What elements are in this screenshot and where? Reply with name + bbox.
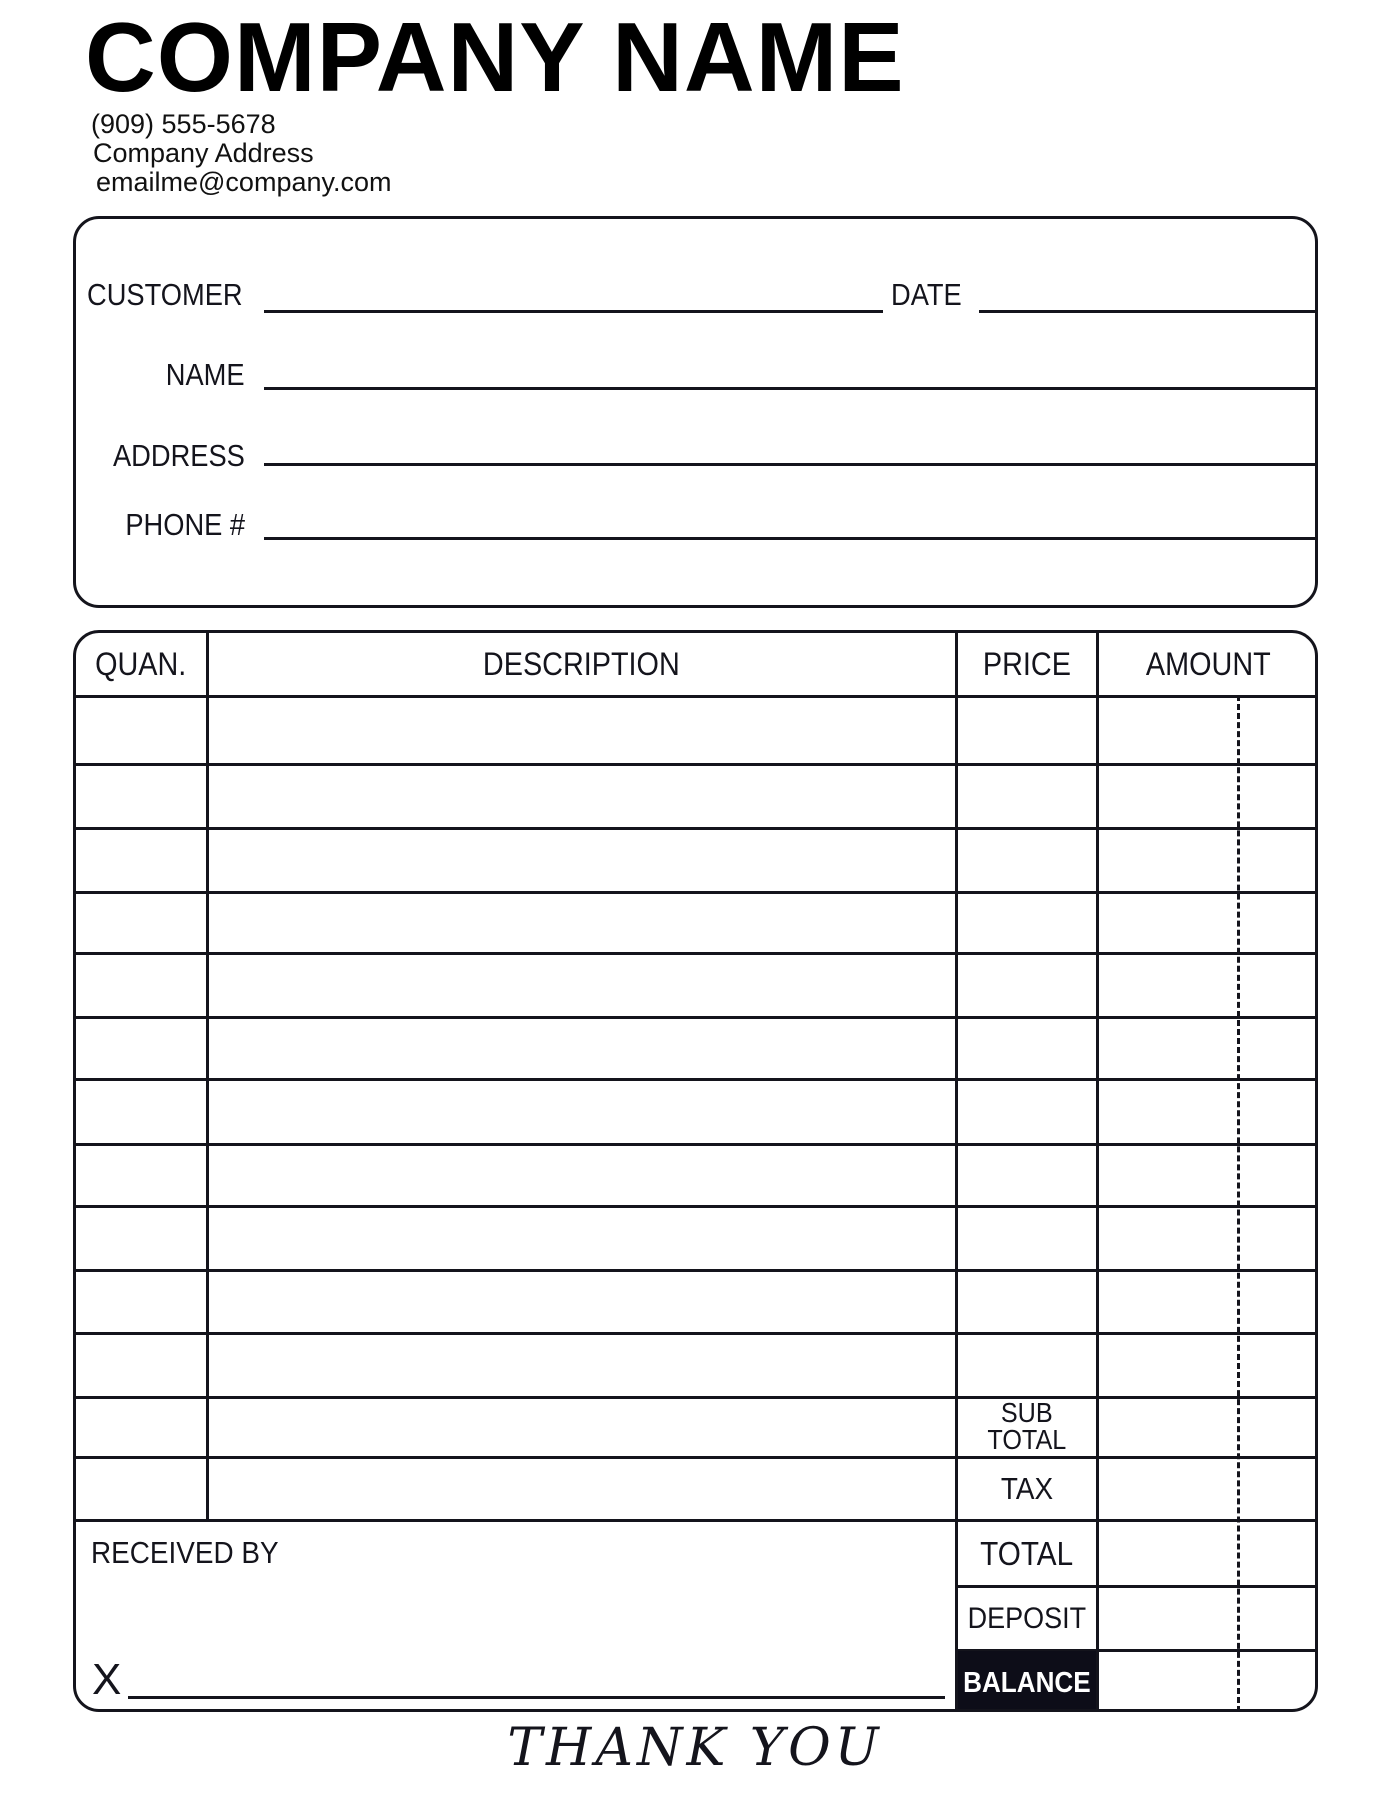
company-address: Company Address — [93, 138, 314, 168]
balance-label: BALANCE — [958, 1651, 1096, 1712]
signature-x-mark: X — [92, 1655, 122, 1704]
thank-you-text: THANK YOU — [507, 1718, 883, 1778]
row-divider — [76, 1332, 1318, 1335]
row-divider — [76, 1519, 1318, 1522]
company-phone: (909) 555-5678 — [91, 109, 276, 139]
signature-line[interactable] — [128, 1696, 945, 1699]
customer-info-panel — [73, 216, 1318, 608]
received-by-label: RECEIVED BY — [91, 1535, 279, 1570]
deposit-label: DEPOSIT — [967, 1601, 1087, 1635]
name-line[interactable] — [264, 387, 1318, 390]
tax-label: TAX — [1000, 1470, 1054, 1506]
row-divider — [76, 1078, 1318, 1081]
row-divider — [76, 1269, 1318, 1272]
address-label: ADDRESS — [113, 438, 245, 473]
date-label: DATE — [891, 277, 962, 312]
row-divider — [76, 827, 1318, 830]
row-divider — [76, 1396, 1318, 1399]
subtotal-label: SUB TOTAL — [987, 1397, 1067, 1455]
row-divider — [76, 1205, 1318, 1208]
header-quantity: QUAN. — [95, 645, 187, 682]
row-divider — [76, 1143, 1318, 1146]
company-email: emailme@company.com — [96, 167, 392, 197]
row-divider — [76, 1456, 1318, 1459]
items-table — [73, 630, 1318, 1712]
column-divider-price — [1096, 633, 1099, 1712]
address-line[interactable] — [264, 463, 1318, 466]
customer-label: CUSTOMER — [87, 277, 243, 312]
header-price: PRICE — [982, 645, 1072, 682]
header-description: DESCRIPTION — [483, 645, 680, 682]
header-amount: AMOUNT — [1145, 645, 1271, 682]
company-name: COMPANY NAME — [85, 2, 905, 112]
row-divider — [76, 952, 1318, 955]
total-label: TOTAL — [980, 1534, 1074, 1572]
row-divider — [76, 1016, 1318, 1019]
phone-line[interactable] — [264, 537, 1318, 540]
amount-cents-divider — [1237, 695, 1240, 1712]
row-divider — [76, 763, 1318, 766]
column-divider-quantity — [206, 633, 209, 1522]
row-divider — [76, 891, 1318, 894]
name-label: NAME — [166, 357, 245, 392]
customer-line[interactable] — [264, 310, 883, 313]
phone-label: PHONE # — [125, 507, 245, 542]
date-line[interactable] — [979, 310, 1318, 313]
header-divider — [76, 695, 1318, 698]
